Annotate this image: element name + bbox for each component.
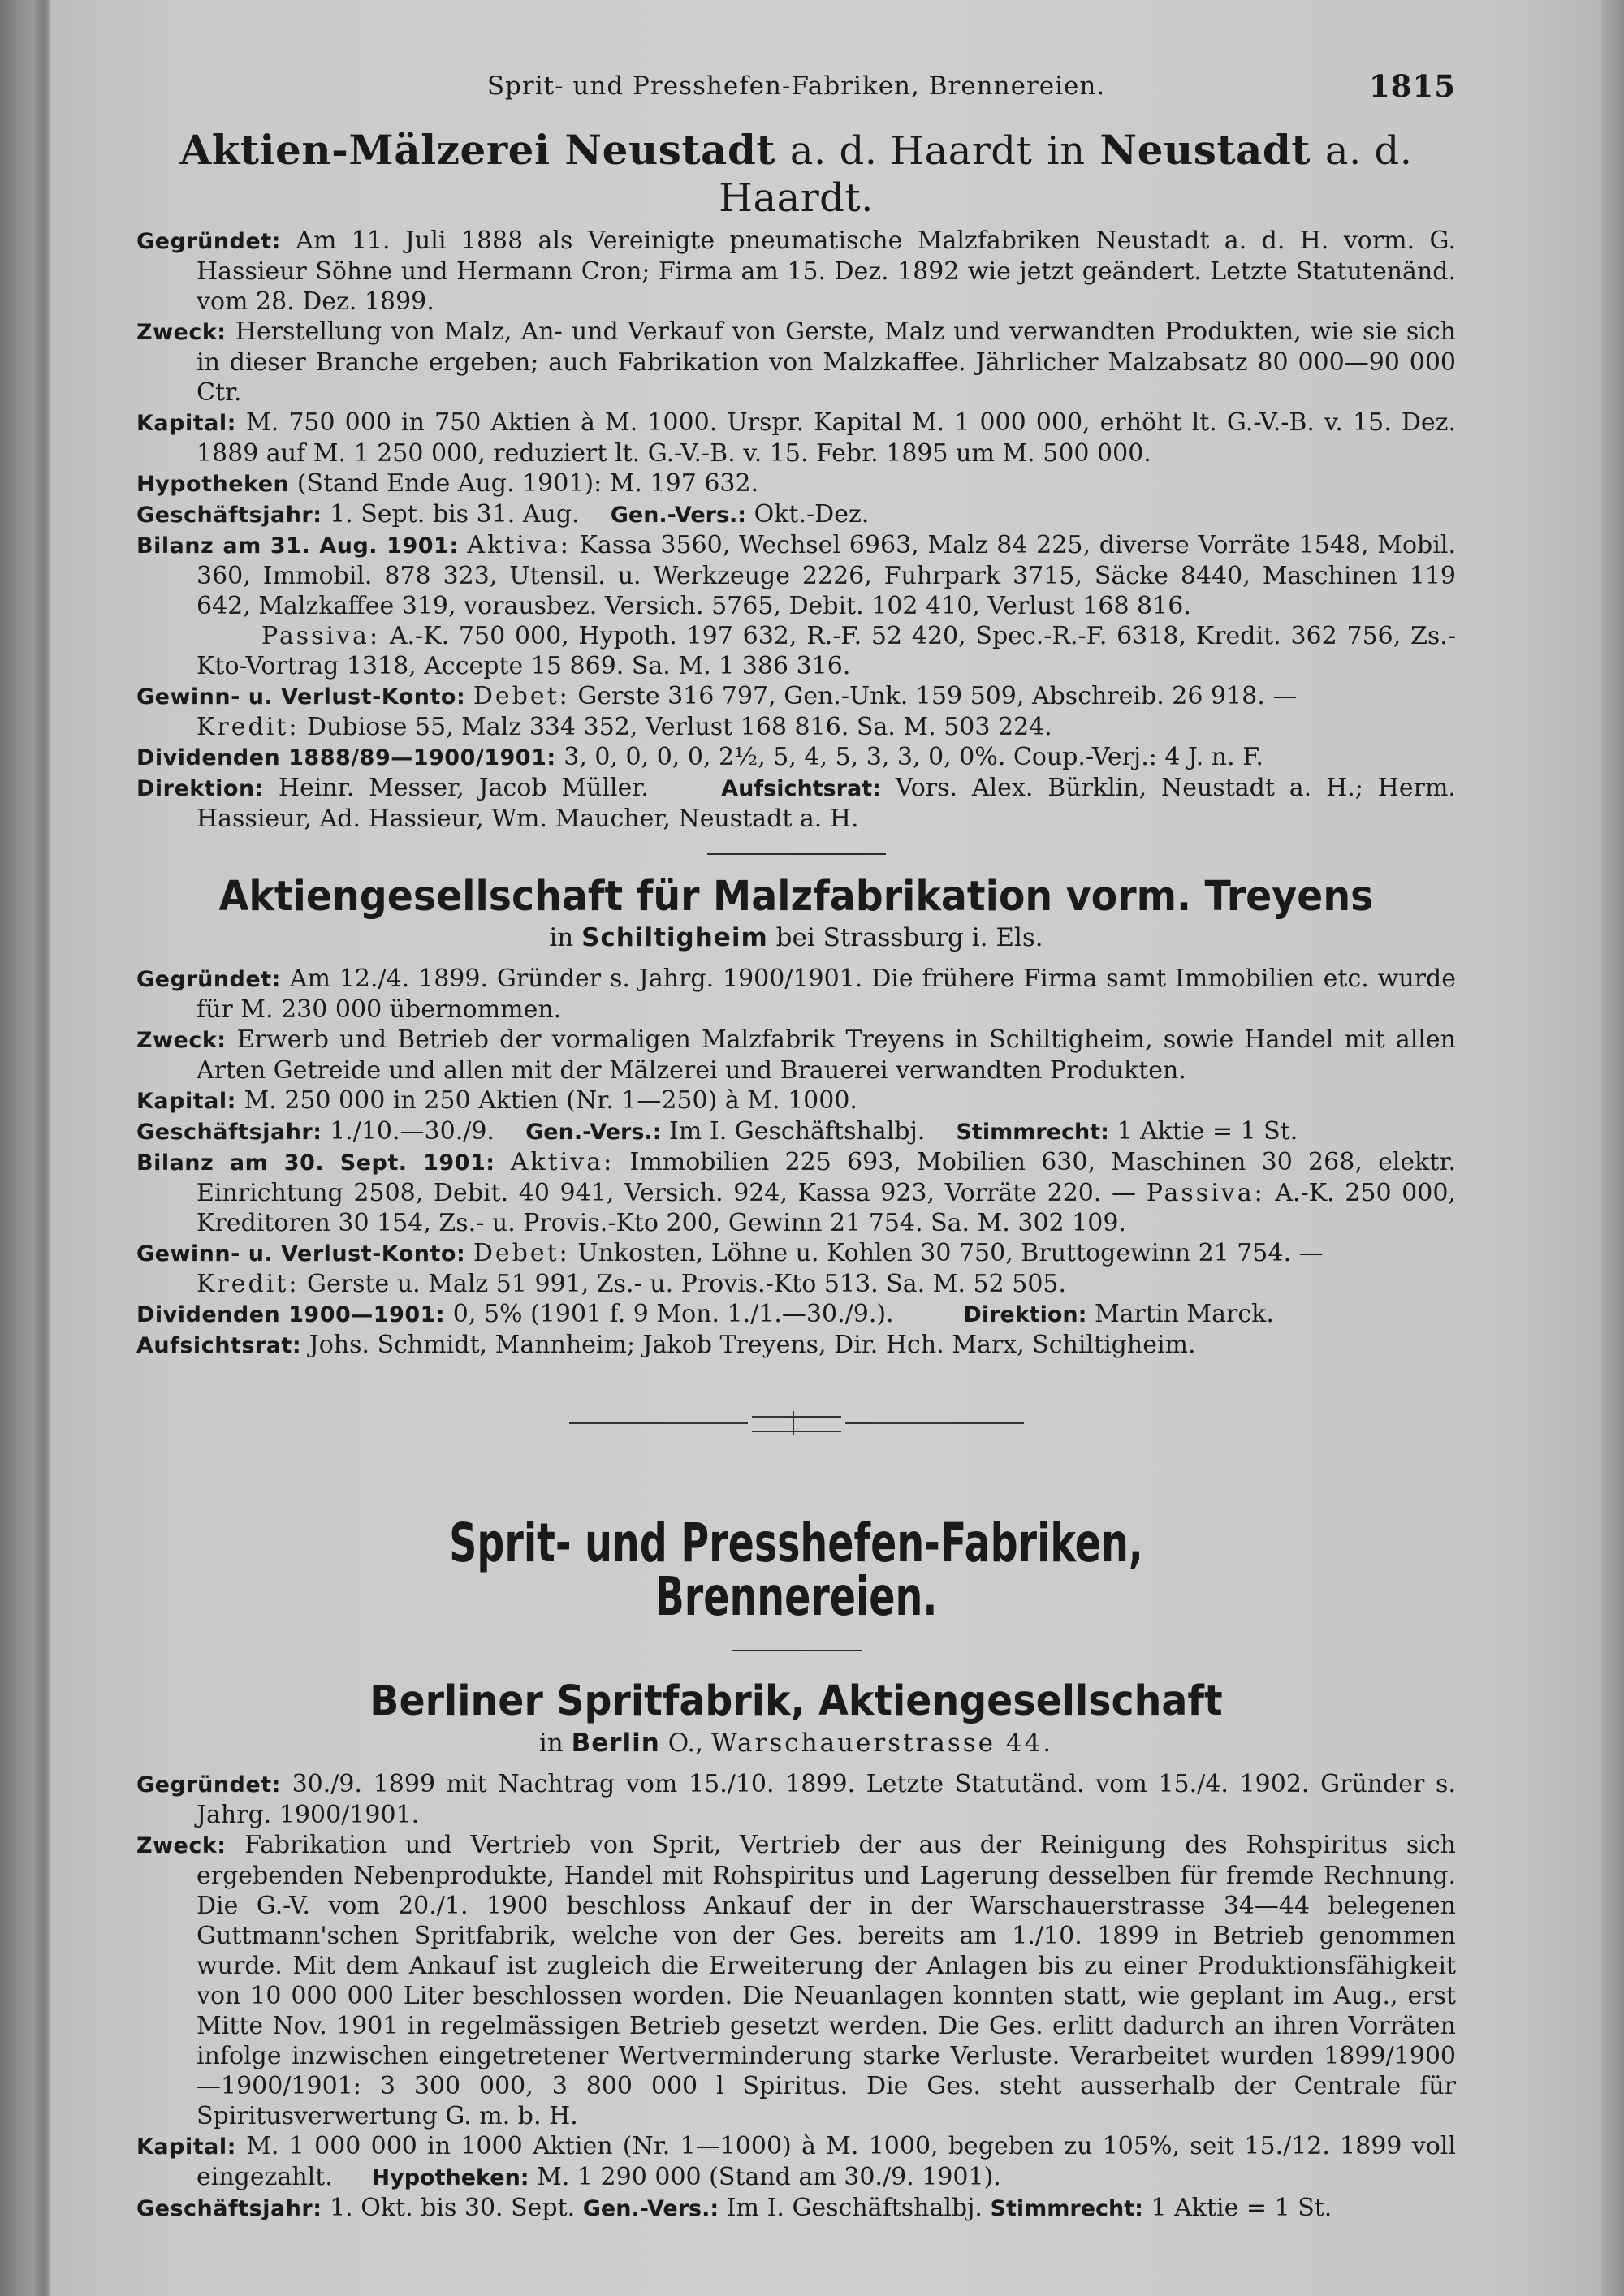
company-location xyxy=(136,923,1456,952)
gegruendet-text: 30./9. 1899 mit Nachtrag vom 15./10. 1899. Letzte Statutänd. vom 15./4. 1902. Gründer s. Jahrg. 1900/1901. xyxy=(197,1769,1456,1829)
debet-text: Unkosten, Löhne u. Kohlen 30 750, Bruttogewinn 21 754. — xyxy=(577,1239,1324,1268)
passiva-text: A.-K. 250 000, Kreditoren 30 154, Zs.- u. Provis.-Kto 200, Gewinn 21 754. Sa. M. 302 109. xyxy=(197,1179,1456,1238)
zweck-entry xyxy=(136,1025,1456,1085)
company-name: Aktien-Mälzerei Neustadt xyxy=(179,126,775,174)
company-entry-neustadt xyxy=(136,127,1456,834)
direktion-text: Martin Marck. xyxy=(1094,1300,1274,1329)
direktion-label: Direktion: xyxy=(136,776,264,802)
aktiva-text: Immobilien 225 693, Mobilien 630, Maschinen 30 268, elektr. Einrichtung 2508, Debit. 40 941, Versich. 924, Kassa 923, Vorräte 220. — xyxy=(197,1148,1456,1208)
book-gutter xyxy=(0,0,50,2296)
company-in: in xyxy=(1047,128,1086,174)
bilanz-entry xyxy=(136,530,1456,681)
company-location xyxy=(136,1728,1456,1758)
company-address-prefix: O., xyxy=(667,1728,703,1758)
guv-entry xyxy=(136,1238,1456,1299)
debet-text: Gerste 316 797, Gen.-Unk. 159 509, Abschreib. 26 918. — xyxy=(577,682,1298,711)
guv-entry xyxy=(136,681,1456,742)
section-divider xyxy=(707,853,886,855)
gegruendet-entry xyxy=(136,1769,1456,1830)
page-number: 1815 xyxy=(1369,68,1456,104)
kapital-label: Kapital: xyxy=(136,1089,236,1115)
company-name-suffix: a. d. Haardt xyxy=(789,128,1033,174)
kapital-entry xyxy=(136,1085,1456,1116)
company-entry-berliner-spritfabrik xyxy=(136,1679,1456,2223)
hypotheken-label: Hypotheken: xyxy=(371,2164,529,2190)
aktiva-text: Kassa 3560, Wechsel 6963, Malz 84 225, diverse Vorräte 1548, Mobil. 360, Immobil. 878 323, Utensil. u. Werkzeuge 2226, Fuhrpark 3715, Säcke 8440, Maschinen 119 642, Malzkaffee 319, vorausbez. Versich. 5765, Debit. 102 410, Verlust 168 816. xyxy=(197,531,1456,621)
zweck-entry xyxy=(136,1830,1456,2131)
debet-label: Debet: xyxy=(473,682,570,711)
ornamental-divider xyxy=(569,1411,1024,1435)
section-divider xyxy=(732,1650,862,1651)
running-head-title: Sprit- und Presshefen-Fabriken, Brennereien. xyxy=(486,71,1106,101)
section-heading: Sprit- und Presshefen-Fabriken, Brennereien. xyxy=(449,1512,1143,1629)
running-head xyxy=(136,68,1456,117)
direktion-entry xyxy=(136,773,1456,834)
geschaeftsjahr-label: Geschäftsjahr: xyxy=(136,2195,322,2221)
guv-label: Gewinn- u. Verlust-Konto: xyxy=(136,684,466,710)
genvers-label: Gen.-Vers.: xyxy=(610,503,747,529)
kapital-text: M. 1 000 000 in 1000 Aktien (Nr. 1—1000) à M. 1000, begeben zu 105%, seit 15./12. 1899 voll eingezahlt. xyxy=(197,2131,1456,2191)
gegruendet-entry xyxy=(136,964,1456,1025)
kredit-line xyxy=(197,1269,1456,1299)
stimmrecht-label: Stimmrecht: xyxy=(990,2195,1143,2221)
kapital-label: Kapital: xyxy=(136,411,236,437)
kredit-line xyxy=(197,712,1456,742)
bilanz-label: Bilanz am 30. Sept. 1901: xyxy=(136,1150,495,1176)
kredit-text: Dubiose 55, Malz 334 352, Verlust 168 816. Sa. M. 503 224. xyxy=(307,713,1052,742)
geschaeftsjahr-label: Geschäftsjahr: xyxy=(136,503,322,529)
gegruendet-label: Gegründet: xyxy=(136,1772,281,1798)
dividenden-text: 3, 0, 0, 0, 0, 2½, 5, 4, 5, 3, 3, 0, 0%. Coup.-Verj.: 4 J. n. F. xyxy=(564,743,1263,772)
zweck-label: Zweck: xyxy=(136,1832,227,1858)
guv-label: Gewinn- u. Verlust-Konto: xyxy=(136,1241,466,1267)
dividenden-label: Dividenden 1900—1901: xyxy=(136,1302,446,1328)
company-in: in xyxy=(549,923,574,953)
aktiva-label: Aktiva: xyxy=(510,1148,615,1177)
dividenden-text: 0, 5% (1901 f. 9 Mon. 1./1.—30./9.). xyxy=(452,1300,894,1329)
company-city: Neustadt xyxy=(1099,126,1311,174)
geschaeftsjahr-text: 1. Sept. bis 31. Aug. xyxy=(330,500,580,529)
hypotheken-label: Hypotheken xyxy=(136,472,290,498)
bilanz-label: Bilanz am 31. Aug. 1901: xyxy=(136,533,459,559)
gegruendet-entry xyxy=(136,226,1456,317)
zweck-entry xyxy=(136,317,1456,408)
aufsichtsrat-entry xyxy=(136,1330,1456,1361)
hypotheken-text: M. 1 290 000 (Stand am 30./9. 1901). xyxy=(537,2162,1001,2191)
genvers-text: Im I. Geschäftshalbj. xyxy=(669,1117,926,1146)
zweck-text: Herstellung von Malz, An- und Verkauf von Gerste, Malz und verwandten Produkten, wie sie sich in dieser Branche ergeben; auch Fabrikation von Malzkaffee. Jährlicher Malzabsatz 80 000—90 000 Ctr. xyxy=(197,317,1456,408)
company-title xyxy=(136,127,1456,221)
hypotheken-entry xyxy=(136,468,1456,499)
page-content xyxy=(136,68,1456,2224)
dividenden-entry xyxy=(136,1299,1456,1330)
company-city: Schiltigheim xyxy=(581,923,768,953)
kapital-label: Kapital: xyxy=(136,2134,236,2160)
genvers-label: Gen.-Vers.: xyxy=(582,2195,719,2221)
passiva-line xyxy=(197,621,1456,681)
passiva-text: A.-K. 750 000, Hypoth. 197 632, R.-F. 52 420, Spec.-R.-F. 6318, Kredit. 362 756, Zs.-Kto-Vortrag 1318, Accepte 15 869. Sa. M. 1 386 316. xyxy=(197,622,1456,681)
passiva-label: Passiva: xyxy=(1146,1179,1265,1208)
aufsichtsrat-label: Aufsichtsrat: xyxy=(136,1333,302,1359)
geschaeftsjahr-entry xyxy=(136,499,1456,530)
geschaeftsjahr-text: 1./10.—30./9. xyxy=(330,1117,495,1146)
aufsichtsrat-text: Vors. Alex. Bürklin, Neustadt a. H.; Herm. Hassieur, Ad. Hassieur, Wm. Maucher, Neustadt a. H. xyxy=(197,774,1456,834)
genvers-text: Im I. Geschäftshalbj. xyxy=(726,2193,983,2222)
kredit-label: Kredit: xyxy=(197,713,300,742)
company-title: Aktiengesellschaft für Malzfabrikation vorm. Treyens xyxy=(218,873,1374,921)
aktiva-label: Aktiva: xyxy=(467,531,571,560)
direktion-label: Direktion: xyxy=(963,1302,1087,1328)
passiva-label: Passiva: xyxy=(261,622,381,651)
kapital-entry xyxy=(136,2131,1456,2193)
kredit-label: Kredit: xyxy=(197,1270,300,1299)
gegruendet-label: Gegründet: xyxy=(136,229,281,255)
company-in: in xyxy=(538,1728,564,1758)
company-address: Warschauerstrasse 44. xyxy=(710,1728,1054,1758)
geschaeftsjahr-label: Geschäftsjahr: xyxy=(136,1120,322,1146)
zweck-label: Zweck: xyxy=(136,1028,227,1054)
kapital-text: M. 250 000 in 250 Aktien (Nr. 1—250) à M. 1000. xyxy=(244,1086,857,1116)
page-edge xyxy=(1601,0,1624,2296)
company-city: Berlin xyxy=(571,1728,660,1758)
stimmrecht-label: Stimmrecht: xyxy=(956,1120,1109,1146)
company-location-suffix: bei Strassburg i. Els. xyxy=(775,923,1043,953)
zweck-text: Erwerb und Betrieb der vormaligen Malzfabrik Treyens in Schiltigheim, sowie Handel mit allen Arten Getreide und allen mit der Mälzerei und Brauerei verwandten Produkten. xyxy=(197,1025,1456,1085)
genvers-text: Okt.-Dez. xyxy=(754,500,870,529)
company-title: Berliner Spritfabrik, Aktiengesellschaft xyxy=(369,1677,1223,1726)
kredit-text: Gerste u. Malz 51 991, Zs.- u. Provis.-Kto 513. Sa. M. 52 505. xyxy=(307,1270,1067,1299)
kapital-text: M. 750 000 in 750 Aktien à M. 1000. Urspr. Kapital M. 1 000 000, erhöht lt. G.-V.-B. v. 15. Dez. 1889 auf M. 1 250 000, reduziert lt. G.-V.-B. v. 15. Febr. 1895 um M. 500 000. xyxy=(197,408,1456,468)
genvers-label: Gen.-Vers.: xyxy=(525,1120,662,1146)
geschaeftsjahr-entry xyxy=(136,2193,1456,2224)
dividenden-entry xyxy=(136,742,1456,773)
geschaeftsjahr-entry xyxy=(136,1116,1456,1147)
aufsichtsrat-text: Johs. Schmidt, Mannheim; Jakob Treyens, Dir. Hch. Marx, Schiltigheim. xyxy=(309,1331,1196,1360)
gegruendet-text: Am 11. Juli 1888 als Vereinigte pneumatische Malzfabriken Neustadt a. d. H. vorm. G. Hassieur Söhne und Hermann Cron; Firma am 15. Dez. 1892 wie jetzt geändert. Letzte Statutenänd. vom 28. Dez. 1899. xyxy=(197,227,1456,317)
zweck-text: Fabrikation und Vertrieb von Sprit, Vertrieb der aus der Reinigung des Rohspiritus sich ergebenden Nebenprodukte, Handel mit Rohspiritus und Lagerung desselben für fremde Rechnung. Die G.-V. vom 20./1. 1900 beschloss Ankauf der in der Warschauerstrasse 34—44 belegenen Guttmann'schen Spritfabrik, welche von der Ges. bereits am 1./10. 1899 in Betrieb genommen wurde. Mit dem Ankauf ist zugleich die Erweiterung der Anlagen bis zu einer Produktionsfähigkeit von 10 000 000 Liter beschlossen worden. Die Neuanlagen konnten statt, wie geplant im Aug., erst Mitte Nov. 1901 in regelmässigen Betrieb gesetzt werden. Die Ges. erlitt dadurch an ihren Vorräten infolge inzwischen eingetretener Wertverminderung starke Verluste. Verarbeitet wurden 1899/1900—1900/1901: 3 300 000, 3 800 000 l Spiritus. Die Ges. steht ausserhalb der Centrale für Spiritusverwertung G. m. b. H. xyxy=(197,1830,1456,2130)
gegruendet-text: Am 12./4. 1899. Gründer s. Jahrg. 1900/1901. Die frühere Firma samt Immobilien etc. wurde für M. 230 000 übernommen. xyxy=(197,965,1456,1025)
gegruendet-label: Gegründet: xyxy=(136,967,281,993)
direktion-text: Heinr. Messer, Jacob Müller. xyxy=(278,774,649,803)
company-entry-treyens xyxy=(136,874,1456,1361)
bilanz-entry xyxy=(136,1147,1456,1238)
zweck-label: Zweck: xyxy=(136,320,227,346)
kapital-entry xyxy=(136,408,1456,468)
dividenden-label: Dividenden 1888/89—1900/1901: xyxy=(136,745,556,771)
aufsichtsrat-label: Aufsichtsrat: xyxy=(721,776,881,802)
geschaeftsjahr-text: 1. Okt. bis 30. Sept. xyxy=(330,2193,576,2222)
stimmrecht-text: 1 Aktie = 1 St. xyxy=(1151,2193,1332,2222)
stimmrecht-text: 1 Aktie = 1 St. xyxy=(1116,1117,1298,1146)
company-city-suffix: a. d. Haardt. xyxy=(719,128,1413,222)
debet-label: Debet: xyxy=(473,1239,570,1268)
hypotheken-text: (Stand Ende Aug. 1901): M. 197 632. xyxy=(296,469,759,498)
